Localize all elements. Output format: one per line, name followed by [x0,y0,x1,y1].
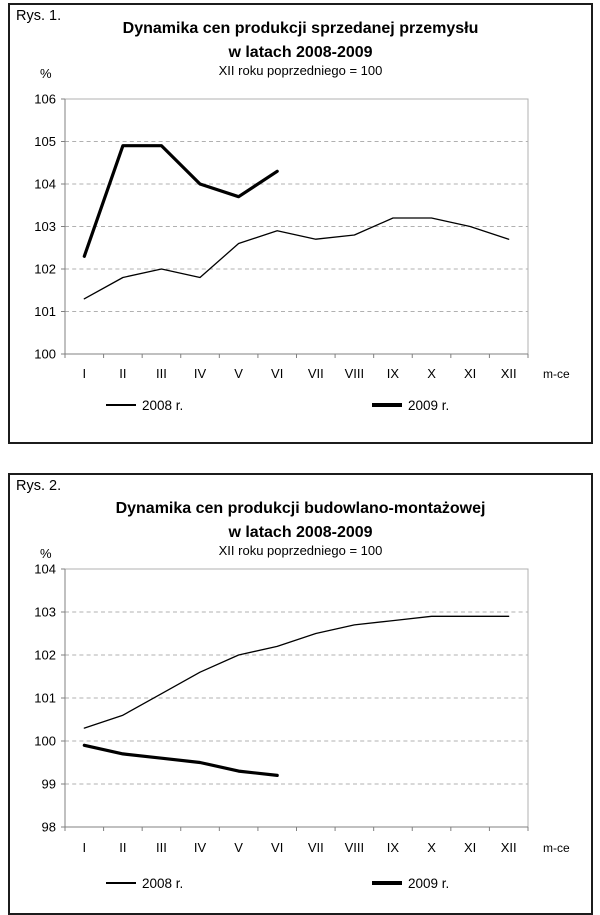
chart-title [10,17,591,65]
figure-label: Rys. 1. [16,8,62,24]
svg-text:VI: VI [271,840,284,855]
chart-title-line1: Dynamika cen produkcji sprzedanej przemysłu [122,20,479,37]
chart-title-line2: w latach 2008-2009 [228,524,373,541]
svg-text:XI: XI [463,366,477,381]
svg-text:II: II [119,840,127,855]
y-axis-unit-label: % [40,546,52,561]
legend-label-2009: 2009 r. [408,875,450,891]
svg-text:99: 99 [41,776,56,792]
gridlines [65,142,528,312]
x-axis-tick-labels [82,366,516,381]
svg-text:101: 101 [34,304,56,319]
legend-item-2008 [106,396,183,414]
series-line-2008r [84,616,508,728]
figure-rys1 [8,3,593,444]
svg-text:XII: XII [500,366,517,381]
svg-text:III: III [156,366,167,381]
svg-text:103: 103 [34,604,56,620]
figure-label: Rys. 2. [16,478,62,494]
svg-text:VI: VI [271,366,284,381]
y-axis-tick-labels [34,562,56,835]
svg-text:VIII: VIII [344,366,365,381]
svg-text:VII: VII [307,366,324,381]
line-chart-rys2 [10,559,591,867]
svg-text:III: III [156,840,167,855]
legend-label-2008: 2008 r. [142,397,184,413]
svg-text:I: I [82,840,87,855]
svg-text:102: 102 [34,261,56,277]
figure-rys2 [8,473,593,915]
svg-text:IX: IX [386,840,400,855]
thick-line-icon [372,881,402,885]
chart-title-line2: w latach 2008-2009 [228,44,373,61]
chart-legend [10,874,591,894]
svg-text:XII: XII [500,840,517,855]
y-axis-tick-labels [34,92,56,362]
svg-text:102: 102 [34,647,56,663]
thin-line-icon [106,882,136,884]
svg-text:IV: IV [193,840,207,855]
axes [61,99,528,358]
x-axis-unit-label: m-ce [543,367,570,381]
legend-item-2008 [106,874,183,892]
gridlines [65,612,528,784]
svg-text:VII: VII [307,840,324,855]
svg-text:100: 100 [34,346,56,362]
y-axis-unit-label: % [40,66,52,81]
svg-text:V: V [234,366,243,381]
thick-line-icon [372,403,402,407]
svg-text:XI: XI [463,840,477,855]
svg-text:98: 98 [41,819,56,835]
svg-text:VIII: VIII [344,840,365,855]
chart-title [10,497,591,545]
legend-label-2008: 2008 r. [142,875,184,891]
svg-text:104: 104 [34,176,56,192]
svg-text:106: 106 [34,91,56,107]
chart-subtitle: XII roku poprzedniego = 100 [218,63,383,78]
svg-text:100: 100 [34,733,56,749]
chart-legend [10,396,591,416]
svg-text:105: 105 [34,134,56,149]
x-axis-tick-labels [82,840,516,855]
svg-text:X: X [427,366,436,381]
svg-text:IX: IX [386,366,400,381]
svg-text:I: I [82,366,87,381]
svg-text:II: II [119,366,127,381]
chart-subtitle: XII roku poprzedniego = 100 [218,543,383,558]
svg-text:X: X [427,840,436,855]
svg-text:104: 104 [34,561,56,577]
svg-text:101: 101 [34,690,56,706]
x-axis-unit-label: m-ce [543,841,570,855]
series-line-2009r [84,745,277,775]
chart-title-line1: Dynamika cen produkcji budowlano-montażowej [115,500,486,517]
line-chart-rys1 [10,83,591,391]
svg-text:IV: IV [193,366,207,381]
thin-line-icon [106,404,136,406]
svg-text:V: V [234,840,243,855]
legend-item-2009 [372,396,449,414]
axes [61,569,528,831]
legend-label-2009: 2009 r. [408,397,450,413]
svg-text:103: 103 [34,219,56,234]
series-line-2008r [84,218,508,299]
legend-item-2009 [372,874,449,892]
